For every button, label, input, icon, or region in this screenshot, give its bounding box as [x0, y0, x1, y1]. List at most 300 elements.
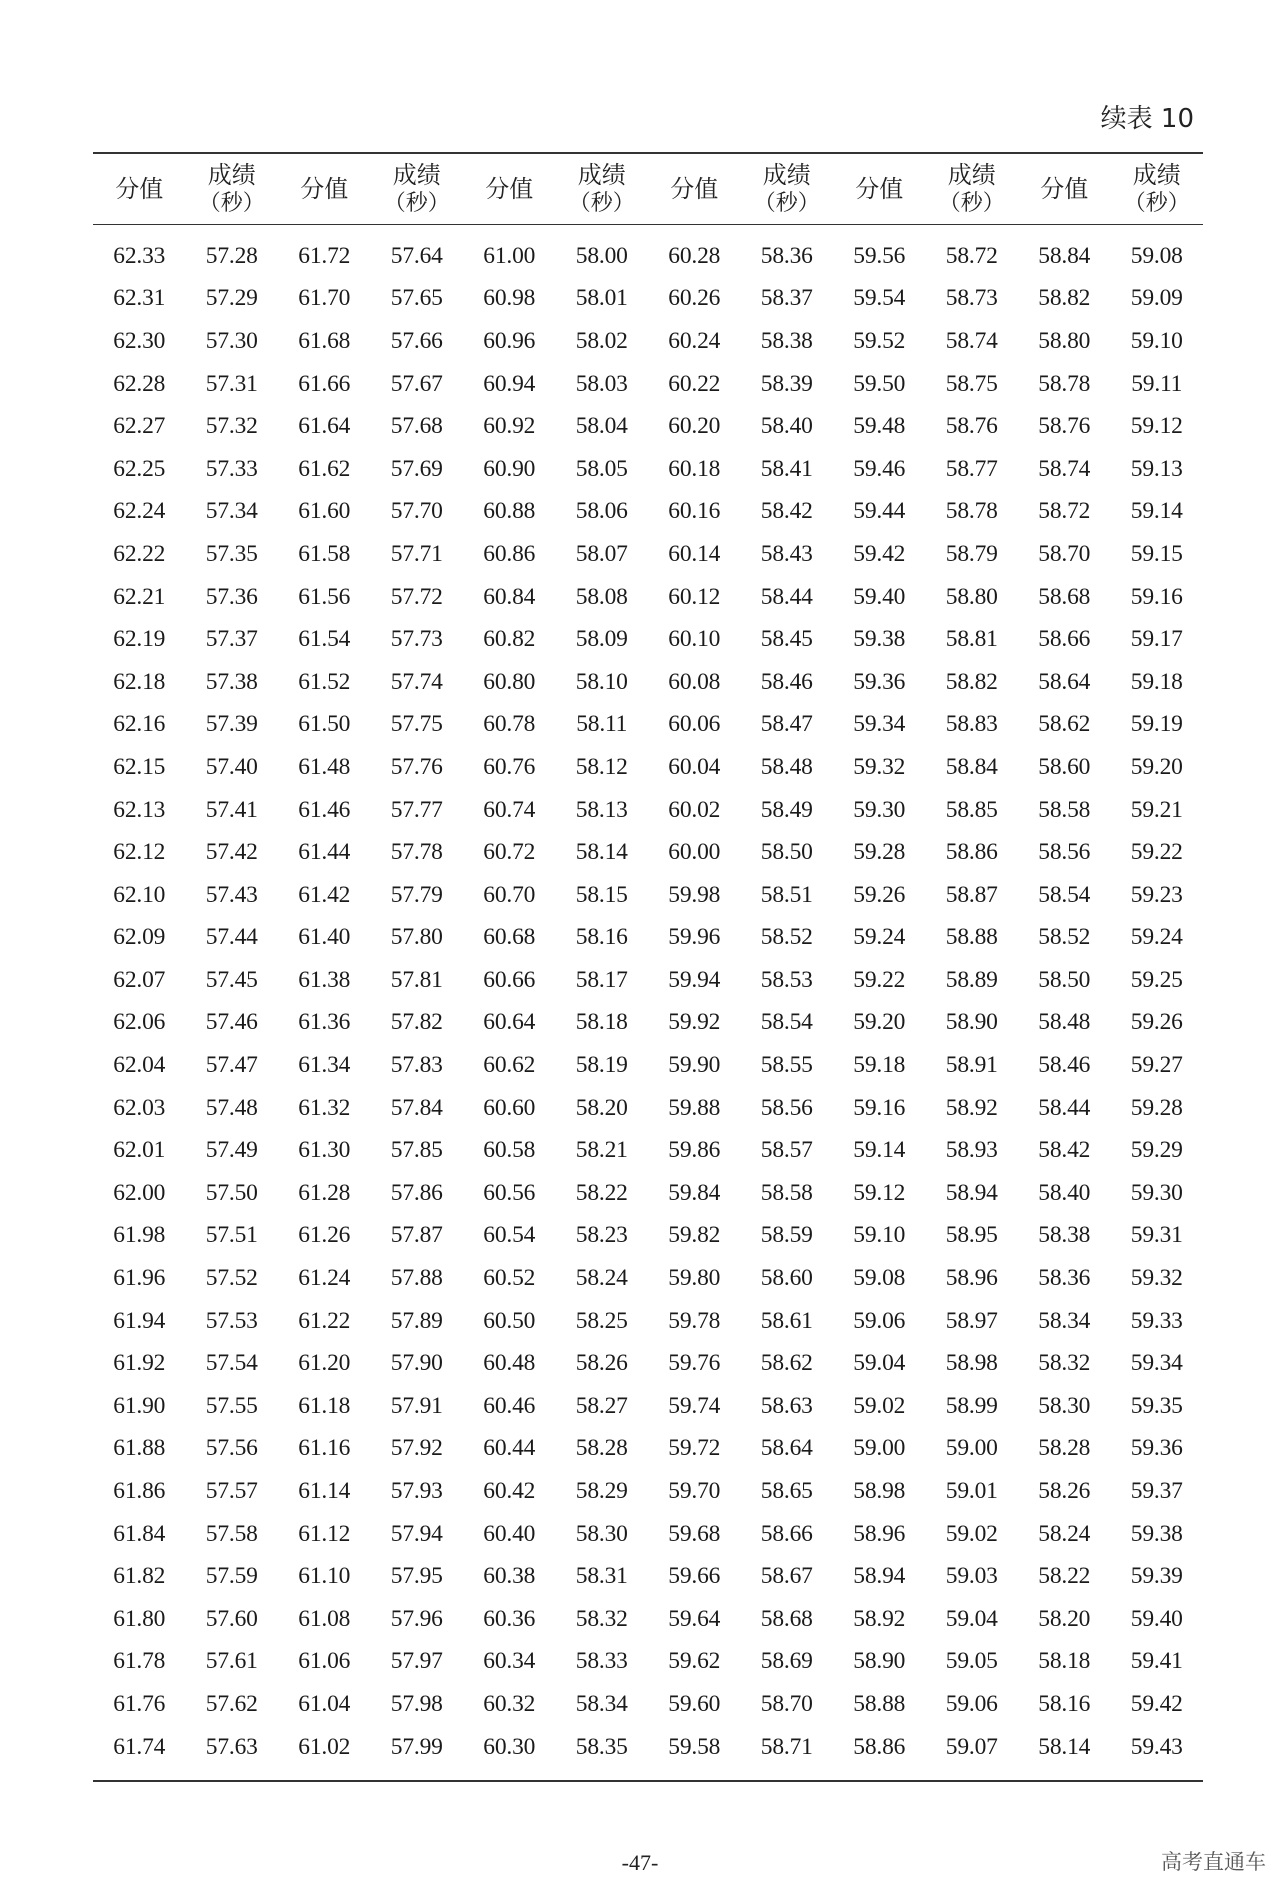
- score-cell: 61.56: [298, 583, 351, 610]
- score-cell: 62.22: [113, 540, 166, 567]
- score-cell: 62.07: [113, 966, 166, 993]
- time-cell: 59.16: [1130, 583, 1183, 610]
- score-cell: 60.12: [668, 583, 721, 610]
- header-score: 分值: [278, 153, 371, 225]
- score-cell: 58.80: [1038, 327, 1091, 354]
- time-cell: 58.31: [575, 1563, 628, 1590]
- table-caption: 续表 10: [1100, 104, 1194, 134]
- time-cell: 58.75: [945, 370, 998, 397]
- table-row: [93, 959, 1203, 1002]
- time-cell: 58.78: [945, 498, 998, 525]
- table-row: [93, 1342, 1203, 1385]
- header-time: [371, 153, 464, 225]
- table-row: [93, 225, 1203, 278]
- time-cell: 59.23: [1130, 881, 1183, 908]
- time-cell: 58.99: [945, 1392, 998, 1419]
- header-time-unit: （秒）: [938, 191, 1005, 217]
- time-cell: 58.62: [760, 1350, 813, 1377]
- score-cell: 59.74: [668, 1392, 721, 1419]
- score-cell: 58.84: [1038, 242, 1091, 269]
- time-cell: 57.50: [205, 1179, 258, 1206]
- time-cell: 58.21: [575, 1137, 628, 1164]
- score-cell: 61.44: [298, 839, 351, 866]
- score-cell: 62.16: [113, 711, 166, 738]
- score-cell: 61.42: [298, 881, 351, 908]
- time-cell: 58.12: [575, 753, 628, 780]
- time-cell: 59.37: [1130, 1478, 1183, 1505]
- score-cell: 59.48: [853, 413, 906, 440]
- score-cell: 60.68: [483, 924, 536, 951]
- time-cell: 58.79: [945, 540, 998, 567]
- table-row: [93, 448, 1203, 491]
- time-cell: 58.26: [575, 1350, 628, 1377]
- time-cell: 57.51: [205, 1222, 258, 1249]
- time-cell: 57.70: [390, 498, 443, 525]
- header-time: [556, 153, 649, 225]
- score-cell: 58.20: [1038, 1605, 1091, 1632]
- time-cell: 57.99: [371, 1726, 464, 1782]
- time-cell: 58.28: [575, 1435, 628, 1462]
- score-cell: 59.36: [853, 668, 906, 695]
- time-cell: 59.09: [1130, 285, 1183, 312]
- time-cell: 57.64: [390, 242, 443, 269]
- score-cell: 59.58: [648, 1726, 741, 1782]
- time-cell: 57.72: [390, 583, 443, 610]
- time-cell: 57.94: [390, 1520, 443, 1547]
- score-cell: 59.86: [668, 1137, 721, 1164]
- time-cell: 57.73: [390, 626, 443, 653]
- score-cell: 58.90: [853, 1648, 906, 1675]
- score-cell: 62.10: [113, 881, 166, 908]
- score-cell: 60.50: [483, 1307, 536, 1334]
- score-cell: 61.34: [298, 1052, 351, 1079]
- time-cell: 59.10: [1130, 327, 1183, 354]
- time-cell: 58.52: [760, 924, 813, 951]
- time-cell: 58.23: [575, 1222, 628, 1249]
- time-cell: 59.30: [1130, 1179, 1183, 1206]
- score-cell: 62.21: [113, 583, 166, 610]
- score-cell: 60.32: [483, 1690, 536, 1717]
- score-cell: 58.96: [853, 1520, 906, 1547]
- time-cell: 58.29: [575, 1478, 628, 1505]
- time-cell: 57.46: [205, 1009, 258, 1036]
- table-body: [93, 225, 1203, 1782]
- table-row: [93, 1641, 1203, 1684]
- time-cell: 59.06: [945, 1690, 998, 1717]
- time-cell: 58.69: [760, 1648, 813, 1675]
- time-cell: 57.47: [205, 1052, 258, 1079]
- time-cell: 58.93: [945, 1137, 998, 1164]
- score-cell: 59.44: [853, 498, 906, 525]
- score-cell: 61.18: [298, 1392, 351, 1419]
- time-cell: 58.07: [575, 540, 628, 567]
- score-cell: 59.34: [853, 711, 906, 738]
- time-cell: 57.28: [205, 242, 258, 269]
- header-time-unit: （秒）: [753, 191, 820, 217]
- time-cell: 57.45: [205, 966, 258, 993]
- table-row: [93, 405, 1203, 448]
- score-cell: 59.90: [668, 1052, 721, 1079]
- score-cell: 60.96: [483, 327, 536, 354]
- score-cell: 62.31: [113, 285, 166, 312]
- time-cell: 57.42: [205, 839, 258, 866]
- score-cell: 60.20: [668, 413, 721, 440]
- score-cell: 59.80: [668, 1265, 721, 1292]
- score-cell: 62.09: [113, 924, 166, 951]
- time-cell: 57.54: [205, 1350, 258, 1377]
- score-cell: 59.24: [853, 924, 906, 951]
- time-cell: 58.61: [760, 1307, 813, 1334]
- time-cell: 58.72: [945, 242, 998, 269]
- score-cell: 59.16: [853, 1094, 906, 1121]
- table-row: [93, 278, 1203, 321]
- score-cell: 61.80: [113, 1605, 166, 1632]
- score-cell: 62.03: [113, 1094, 166, 1121]
- header-time-label: 成绩: [762, 161, 811, 190]
- score-cell: 58.92: [853, 1605, 906, 1632]
- time-cell: 58.05: [575, 455, 628, 482]
- time-cell: 58.73: [945, 285, 998, 312]
- time-cell: 59.08: [1130, 242, 1183, 269]
- time-cell: 58.11: [576, 711, 628, 738]
- score-cell: 61.32: [298, 1094, 351, 1121]
- score-cell: 61.10: [298, 1563, 351, 1590]
- score-cell: 59.56: [853, 242, 906, 269]
- table-row: [93, 1087, 1203, 1130]
- time-cell: 58.80: [945, 583, 998, 610]
- score-cell: 58.46: [1038, 1052, 1091, 1079]
- time-cell: 58.40: [760, 413, 813, 440]
- score-cell: 60.10: [668, 626, 721, 653]
- score-cell: 59.06: [853, 1307, 906, 1334]
- time-cell: 58.76: [945, 413, 998, 440]
- score-cell: 61.64: [298, 413, 351, 440]
- time-cell: 58.38: [760, 327, 813, 354]
- score-cell: 61.50: [298, 711, 351, 738]
- header-time-unit: （秒）: [568, 191, 635, 217]
- time-cell: 58.25: [575, 1307, 628, 1334]
- header-score: 分值: [93, 153, 186, 225]
- time-cell: 58.13: [575, 796, 628, 823]
- score-cell: 59.76: [668, 1350, 721, 1377]
- score-cell: 60.86: [483, 540, 536, 567]
- time-cell: 57.79: [390, 881, 443, 908]
- score-cell: 61.16: [298, 1435, 351, 1462]
- time-cell: 58.22: [575, 1179, 628, 1206]
- time-cell: 59.14: [1130, 498, 1183, 525]
- time-cell: 59.13: [1130, 455, 1183, 482]
- time-cell: 57.67: [390, 370, 443, 397]
- time-cell: 57.38: [205, 668, 258, 695]
- table-row: [93, 874, 1203, 917]
- score-cell: 58.40: [1038, 1179, 1091, 1206]
- score-cell: 58.66: [1038, 626, 1091, 653]
- score-table: [93, 152, 1203, 1782]
- header-score: 分值: [1018, 153, 1111, 225]
- score-cell: 58.58: [1038, 796, 1091, 823]
- score-cell: 59.28: [853, 839, 906, 866]
- score-cell: 60.90: [483, 455, 536, 482]
- time-cell: 57.82: [390, 1009, 443, 1036]
- table-row: [93, 1002, 1203, 1045]
- score-cell: 59.42: [853, 540, 906, 567]
- time-cell: 58.87: [945, 881, 998, 908]
- time-cell: 58.95: [945, 1222, 998, 1249]
- score-cell: 59.94: [668, 966, 721, 993]
- score-cell: 60.78: [483, 711, 536, 738]
- time-cell: 57.52: [205, 1265, 258, 1292]
- score-cell: 61.72: [298, 242, 351, 269]
- time-cell: 57.85: [390, 1137, 443, 1164]
- time-cell: 57.57: [205, 1478, 258, 1505]
- time-cell: 57.59: [205, 1563, 258, 1590]
- score-cell: 58.70: [1038, 540, 1091, 567]
- time-cell: 58.36: [760, 242, 813, 269]
- score-cell: 60.16: [668, 498, 721, 525]
- time-cell: 58.43: [760, 540, 813, 567]
- time-cell: 58.88: [945, 924, 998, 951]
- time-cell: 57.58: [205, 1520, 258, 1547]
- time-cell: 57.33: [205, 455, 258, 482]
- header-time: [741, 153, 834, 225]
- score-cell: 59.84: [668, 1179, 721, 1206]
- time-cell: 59.03: [945, 1563, 998, 1590]
- time-cell: 57.83: [390, 1052, 443, 1079]
- time-cell: 59.04: [945, 1605, 998, 1632]
- table-row: [93, 320, 1203, 363]
- time-cell: 58.30: [575, 1520, 628, 1547]
- time-cell: 57.84: [390, 1094, 443, 1121]
- score-cell: 60.44: [483, 1435, 536, 1462]
- score-cell: 61.96: [113, 1265, 166, 1292]
- score-cell: 58.98: [853, 1478, 906, 1505]
- time-cell: 58.64: [760, 1435, 813, 1462]
- time-cell: 58.17: [575, 966, 628, 993]
- time-cell: 57.32: [205, 413, 258, 440]
- score-cell: 59.64: [668, 1605, 721, 1632]
- score-cell: 60.64: [483, 1009, 536, 1036]
- score-cell: 58.26: [1038, 1478, 1091, 1505]
- score-cell: 60.18: [668, 455, 721, 482]
- score-cell: 59.18: [853, 1052, 906, 1079]
- score-cell: 62.00: [113, 1179, 166, 1206]
- time-cell: 59.38: [1130, 1520, 1183, 1547]
- time-cell: 58.08: [575, 583, 628, 610]
- page-number: -47-: [621, 1850, 659, 1875]
- time-cell: 57.88: [390, 1265, 443, 1292]
- score-cell: 58.62: [1038, 711, 1091, 738]
- score-cell: 61.48: [298, 753, 351, 780]
- score-cell: 60.00: [668, 839, 721, 866]
- time-cell: 58.71: [741, 1726, 834, 1782]
- time-cell: 58.66: [760, 1520, 813, 1547]
- time-cell: 57.71: [390, 540, 443, 567]
- time-cell: 59.02: [945, 1520, 998, 1547]
- score-cell: 59.96: [668, 924, 721, 951]
- score-cell: 61.00: [483, 242, 536, 269]
- header-score: 分值: [833, 153, 926, 225]
- table-row: [93, 1129, 1203, 1172]
- score-cell: 60.58: [483, 1137, 536, 1164]
- score-cell: 59.40: [853, 583, 906, 610]
- time-cell: 59.29: [1130, 1137, 1183, 1164]
- time-cell: 58.50: [760, 839, 813, 866]
- score-cell: 59.70: [668, 1478, 721, 1505]
- score-cell: 58.38: [1038, 1222, 1091, 1249]
- score-cell: 60.24: [668, 327, 721, 354]
- time-cell: 58.94: [945, 1179, 998, 1206]
- table-row: [93, 1555, 1203, 1598]
- header-time: [1111, 153, 1204, 225]
- table-row: [93, 1044, 1203, 1087]
- time-cell: 59.07: [926, 1726, 1019, 1782]
- table-row: [93, 1172, 1203, 1215]
- score-cell: 58.64: [1038, 668, 1091, 695]
- score-cell: 61.12: [298, 1520, 351, 1547]
- score-cell: 59.78: [668, 1307, 721, 1334]
- time-cell: 59.27: [1130, 1052, 1183, 1079]
- time-cell: 58.33: [575, 1648, 628, 1675]
- time-cell: 58.18: [575, 1009, 628, 1036]
- time-cell: 57.69: [390, 455, 443, 482]
- watermark-text: 高考直通车: [1161, 1850, 1266, 1874]
- score-cell: 62.30: [113, 327, 166, 354]
- time-cell: 57.87: [390, 1222, 443, 1249]
- table-row: [93, 363, 1203, 406]
- score-cell: 61.82: [113, 1563, 166, 1590]
- score-cell: 58.60: [1038, 753, 1091, 780]
- score-cell: 61.22: [298, 1307, 351, 1334]
- score-cell: 60.94: [483, 370, 536, 397]
- score-cell: 59.62: [668, 1648, 721, 1675]
- time-cell: 58.59: [760, 1222, 813, 1249]
- table-row: [93, 704, 1203, 747]
- score-cell: 59.14: [853, 1137, 906, 1164]
- time-cell: 59.12: [1130, 413, 1183, 440]
- score-cell: 58.22: [1038, 1563, 1091, 1590]
- score-cell: 61.84: [113, 1520, 166, 1547]
- time-cell: 58.19: [575, 1052, 628, 1079]
- time-cell: 58.42: [760, 498, 813, 525]
- score-cell: 60.74: [483, 796, 536, 823]
- score-cell: 59.08: [853, 1265, 906, 1292]
- time-cell: 58.74: [945, 327, 998, 354]
- score-cell: 59.20: [853, 1009, 906, 1036]
- table-row: [93, 491, 1203, 534]
- score-cell: 62.01: [113, 1137, 166, 1164]
- score-cell: 59.60: [668, 1690, 721, 1717]
- score-cell: 60.06: [668, 711, 721, 738]
- time-cell: 58.82: [945, 668, 998, 695]
- score-cell: 61.14: [298, 1478, 351, 1505]
- score-cell: 61.92: [113, 1350, 166, 1377]
- score-cell: 61.38: [298, 966, 351, 993]
- score-cell: 62.15: [113, 753, 166, 780]
- score-cell: 59.46: [853, 455, 906, 482]
- time-cell: 59.42: [1130, 1690, 1183, 1717]
- score-cell: 61.76: [113, 1690, 166, 1717]
- header-time-unit: （秒）: [383, 191, 450, 217]
- score-cell: 59.10: [853, 1222, 906, 1249]
- header-time-label: 成绩: [577, 161, 626, 190]
- score-cell: 58.74: [1038, 455, 1091, 482]
- time-cell: 58.06: [575, 498, 628, 525]
- score-cell: 61.58: [298, 540, 351, 567]
- header-score: 分值: [648, 153, 741, 225]
- time-cell: 58.85: [945, 796, 998, 823]
- time-cell: 58.49: [760, 796, 813, 823]
- time-cell: 59.25: [1130, 966, 1183, 993]
- table-header: [93, 153, 1203, 225]
- time-cell: 58.27: [575, 1392, 628, 1419]
- header-time-unit: （秒）: [198, 191, 265, 217]
- time-cell: 57.49: [205, 1137, 258, 1164]
- time-cell: 59.31: [1130, 1222, 1183, 1249]
- score-cell: 61.54: [298, 626, 351, 653]
- time-cell: 59.33: [1130, 1307, 1183, 1334]
- score-cell: 62.33: [113, 242, 166, 269]
- score-cell: 59.32: [853, 753, 906, 780]
- score-cell: 58.16: [1038, 1690, 1091, 1717]
- time-cell: 57.92: [390, 1435, 443, 1462]
- time-cell: 58.83: [945, 711, 998, 738]
- time-cell: 57.29: [205, 285, 258, 312]
- time-cell: 59.20: [1130, 753, 1183, 780]
- score-cell: 60.52: [483, 1265, 536, 1292]
- score-cell: 61.74: [93, 1726, 186, 1782]
- score-cell: 59.26: [853, 881, 906, 908]
- score-cell: 59.68: [668, 1520, 721, 1547]
- time-cell: 59.19: [1130, 711, 1183, 738]
- time-cell: 57.56: [205, 1435, 258, 1462]
- time-cell: 58.24: [575, 1265, 628, 1292]
- time-cell: 58.34: [575, 1690, 628, 1717]
- score-cell: 60.02: [668, 796, 721, 823]
- score-cell: 60.84: [483, 583, 536, 610]
- score-cell: 62.13: [113, 796, 166, 823]
- score-cell: 61.20: [298, 1350, 351, 1377]
- time-cell: 57.96: [390, 1605, 443, 1632]
- time-cell: 57.34: [205, 498, 258, 525]
- score-cell: 60.46: [483, 1392, 536, 1419]
- score-cell: 60.54: [483, 1222, 536, 1249]
- time-cell: 57.44: [205, 924, 258, 951]
- time-cell: 58.44: [760, 583, 813, 610]
- score-cell: 62.27: [113, 413, 166, 440]
- score-cell: 61.28: [298, 1179, 351, 1206]
- score-cell: 59.02: [853, 1392, 906, 1419]
- score-cell: 61.40: [298, 924, 351, 951]
- time-cell: 57.75: [390, 711, 443, 738]
- score-cell: 62.28: [113, 370, 166, 397]
- score-cell: 61.94: [113, 1307, 166, 1334]
- header-row: [93, 153, 1203, 225]
- score-cell: 62.04: [113, 1052, 166, 1079]
- score-cell: 58.42: [1038, 1137, 1091, 1164]
- time-cell: 57.43: [205, 881, 258, 908]
- time-cell: 58.39: [760, 370, 813, 397]
- score-cell: 60.48: [483, 1350, 536, 1377]
- score-cell: 60.98: [483, 285, 536, 312]
- header-score: 分值: [463, 153, 556, 225]
- score-cell: 60.42: [483, 1478, 536, 1505]
- score-cell: 60.82: [483, 626, 536, 653]
- table-row: [93, 1683, 1203, 1726]
- header-time-unit: （秒）: [1123, 191, 1190, 217]
- score-cell: 58.18: [1038, 1648, 1091, 1675]
- time-cell: 59.21: [1130, 796, 1183, 823]
- time-cell: 57.60: [205, 1605, 258, 1632]
